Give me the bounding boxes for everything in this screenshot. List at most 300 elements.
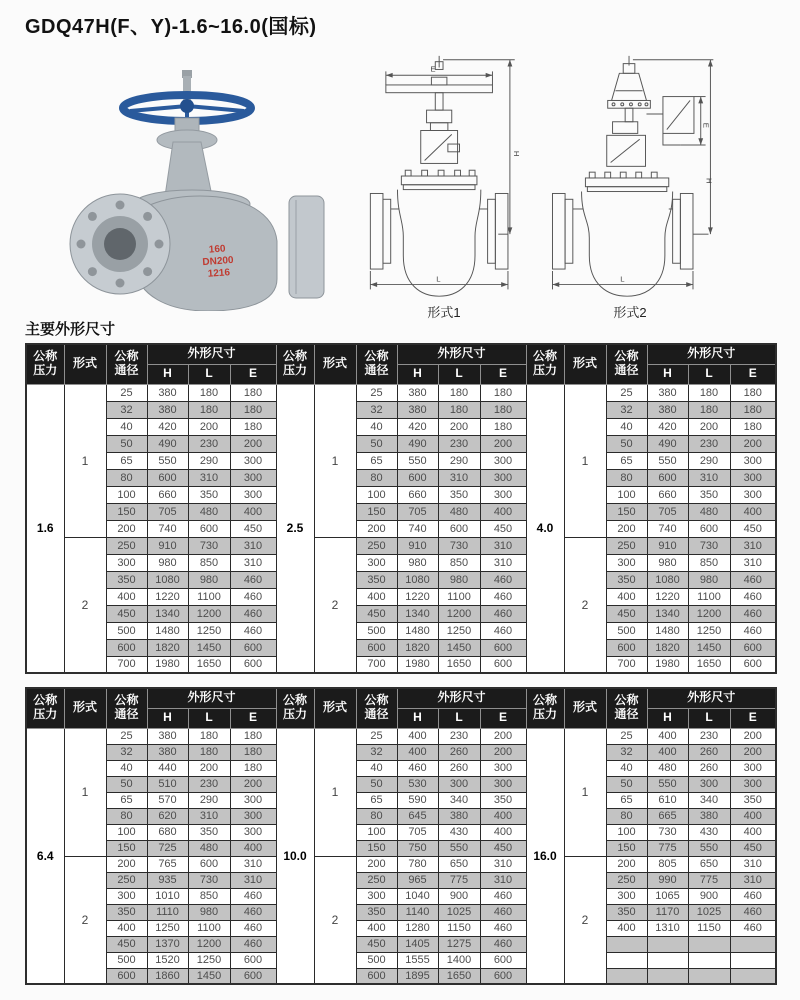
dim-value-cell: 400 [647, 728, 688, 744]
dim-value-cell: 1025 [688, 904, 730, 920]
form1-dim-h [443, 60, 521, 234]
dim-value-cell: 180 [230, 760, 276, 776]
diameter-value-cell: 40 [106, 760, 147, 776]
dim-value-cell: 180 [230, 384, 276, 401]
form-column-header: 形式 [314, 688, 356, 728]
dim-e-header: E [730, 708, 776, 728]
dimensions-table [25, 687, 777, 985]
dim-value-cell: 350 [480, 792, 526, 808]
dim-value-cell: 310 [230, 554, 276, 571]
diameter-value-cell: 250 [606, 872, 647, 888]
dim-value-cell: 1080 [647, 571, 688, 588]
diameter-value-cell: 150 [106, 840, 147, 856]
dim-value-cell: 400 [397, 744, 438, 760]
dim-value-cell: 1340 [147, 605, 188, 622]
diameter-value-cell: 250 [356, 537, 397, 554]
dim-value-cell: 1820 [147, 639, 188, 656]
dim-value-cell: 1140 [397, 904, 438, 920]
table-row [26, 622, 776, 639]
dim-value-cell: 1250 [438, 622, 480, 639]
dim-value-cell: 460 [230, 588, 276, 605]
diameter-value-cell: 350 [606, 904, 647, 920]
diameter-value-cell: 300 [106, 888, 147, 904]
dim-value-cell [647, 952, 688, 968]
dim-value-cell: 180 [230, 418, 276, 435]
dim-value-cell [688, 952, 730, 968]
dim-value-cell: 350 [688, 486, 730, 503]
diameter-value-cell: 600 [106, 639, 147, 656]
dim-value-cell: 310 [480, 856, 526, 872]
table-row [26, 537, 776, 554]
diameter-value-cell: 50 [356, 435, 397, 452]
dim-value-cell: 300 [730, 486, 776, 503]
diameter-value-cell: 300 [606, 888, 647, 904]
table-row [26, 384, 776, 401]
photo-right-flange [289, 196, 324, 298]
dim-value-cell: 965 [397, 872, 438, 888]
dim-value-cell: 660 [397, 486, 438, 503]
diameter-value-cell: 350 [106, 904, 147, 920]
diameter-value-cell: 350 [606, 571, 647, 588]
dim-value-cell: 480 [438, 503, 480, 520]
diameter-value-cell: 700 [106, 656, 147, 673]
form2-dim-e-label: E [701, 122, 711, 128]
diameter-value-cell: 400 [606, 588, 647, 605]
diameter-value-cell: 150 [606, 503, 647, 520]
dim-value-cell: 400 [480, 808, 526, 824]
dim-value-cell: 600 [188, 520, 230, 537]
table-row [26, 554, 776, 571]
table-row [26, 503, 776, 520]
figure-row [0, 50, 800, 318]
diameter-value-cell: 65 [606, 452, 647, 469]
form-column-header: 形式 [64, 344, 106, 384]
dim-value-cell: 980 [688, 571, 730, 588]
drawing-form2-graphic [540, 52, 720, 302]
table-row [26, 888, 776, 904]
dim-value-cell: 200 [480, 435, 526, 452]
diameter-column-header: 公称 通径 [356, 688, 397, 728]
dim-value-cell: 180 [188, 384, 230, 401]
dim-value-cell: 310 [230, 856, 276, 872]
dim-value-cell: 450 [730, 840, 776, 856]
dim-value-cell: 420 [647, 418, 688, 435]
diameter-value-cell: 200 [606, 520, 647, 537]
pressure-value-cell: 4.0 [526, 384, 564, 673]
dim-value-cell: 1220 [397, 588, 438, 605]
dim-value-cell: 300 [230, 824, 276, 840]
dim-value-cell: 310 [730, 856, 776, 872]
dim-value-cell: 400 [730, 808, 776, 824]
dim-value-cell: 180 [188, 401, 230, 418]
diameter-value-cell: 700 [356, 656, 397, 673]
dim-value-cell: 460 [480, 588, 526, 605]
pressure-value-cell: 10.0 [276, 728, 314, 984]
table-row [26, 808, 776, 824]
dim-value-cell: 775 [438, 872, 480, 888]
table-row [26, 469, 776, 486]
dim-value-cell: 180 [188, 744, 230, 760]
dim-value-cell: 460 [230, 904, 276, 920]
dim-value-cell: 600 [230, 656, 276, 673]
dim-value-cell: 290 [188, 792, 230, 808]
table-row [26, 872, 776, 888]
photo-left-flange [70, 194, 170, 294]
dim-value-cell: 310 [730, 537, 776, 554]
diameter-value-cell: 500 [106, 622, 147, 639]
dim-value-cell: 600 [397, 469, 438, 486]
diameter-column-header: 公称 通径 [606, 344, 647, 384]
dim-value-cell: 1650 [438, 968, 480, 984]
dim-value-cell: 460 [730, 888, 776, 904]
diameter-value-cell: 25 [106, 728, 147, 744]
dim-h-header: H [397, 708, 438, 728]
diameter-value-cell: 500 [606, 622, 647, 639]
table-row [26, 952, 776, 968]
diameter-value-cell: 500 [106, 952, 147, 968]
diameter-value-cell: 25 [356, 384, 397, 401]
photo-marking-1: 160 [208, 243, 226, 256]
dim-value-cell: 750 [397, 840, 438, 856]
drawing-form2 [540, 52, 720, 321]
dim-value-cell: 350 [188, 824, 230, 840]
dim-value-cell: 1860 [147, 968, 188, 984]
dim-value-cell: 310 [188, 469, 230, 486]
diameter-value-cell: 100 [106, 824, 147, 840]
dim-value-cell: 460 [730, 622, 776, 639]
dim-value-cell: 850 [188, 888, 230, 904]
form-value-cell: 2 [564, 537, 606, 673]
table-row [26, 571, 776, 588]
diameter-value-cell: 300 [356, 554, 397, 571]
table-row [26, 656, 776, 673]
dim-e-header: E [480, 364, 526, 384]
dim-value-cell: 180 [730, 401, 776, 418]
diameter-value-cell: 400 [356, 588, 397, 605]
dim-value-cell: 460 [730, 571, 776, 588]
diameter-value-cell: 450 [106, 936, 147, 952]
diameter-value-cell: 32 [606, 744, 647, 760]
dim-e-header: E [730, 364, 776, 384]
table-row [26, 418, 776, 435]
dim-value-cell: 1275 [438, 936, 480, 952]
drawing-form1 [360, 52, 528, 321]
dim-value-cell: 400 [230, 840, 276, 856]
dim-h-header: H [147, 708, 188, 728]
pressure-value-cell: 2.5 [276, 384, 314, 673]
pressure-column-header: 公称 压力 [526, 344, 564, 384]
dim-value-cell: 660 [647, 486, 688, 503]
dim-value-cell: 725 [147, 840, 188, 856]
dim-value-cell [647, 968, 688, 984]
form1-valve-outline [370, 56, 508, 296]
form-value-cell: 2 [314, 856, 356, 984]
outline-dims-header: 外形尺寸 [397, 688, 526, 708]
dim-value-cell: 480 [188, 840, 230, 856]
diameter-value-cell: 80 [106, 469, 147, 486]
outline-dims-header: 外形尺寸 [147, 344, 276, 364]
dim-value-cell: 1820 [647, 639, 688, 656]
dim-value-cell: 450 [730, 520, 776, 537]
dim-value-cell: 200 [188, 760, 230, 776]
diameter-value-cell: 65 [356, 792, 397, 808]
dimension-table-upper [25, 343, 777, 674]
dim-value-cell: 230 [188, 776, 230, 792]
diameter-value-cell: 700 [606, 656, 647, 673]
diameter-value-cell: 50 [106, 435, 147, 452]
dim-value-cell: 380 [147, 728, 188, 744]
dim-value-cell: 460 [230, 571, 276, 588]
dim-value-cell: 1650 [438, 656, 480, 673]
table-row [26, 744, 776, 760]
dim-value-cell: 290 [188, 452, 230, 469]
table-row [26, 792, 776, 808]
diameter-value-cell: 200 [356, 856, 397, 872]
dim-value-cell: 180 [480, 418, 526, 435]
dim-value-cell: 490 [647, 435, 688, 452]
dim-value-cell: 380 [397, 401, 438, 418]
form2-dim-l [552, 271, 693, 289]
diameter-value-cell: 200 [106, 856, 147, 872]
dim-l-header: L [188, 364, 230, 384]
dim-value-cell: 300 [480, 776, 526, 792]
table-row [26, 486, 776, 503]
diameter-value-cell: 500 [356, 622, 397, 639]
diameter-value-cell: 32 [356, 744, 397, 760]
dim-value-cell: 340 [688, 792, 730, 808]
diameter-value-cell: 80 [106, 808, 147, 824]
dim-value-cell: 1400 [438, 952, 480, 968]
dim-value-cell: 1150 [688, 920, 730, 936]
form1-dim-l-label: L [436, 274, 441, 284]
dim-value-cell: 180 [230, 744, 276, 760]
table-row [26, 760, 776, 776]
dim-value-cell: 200 [688, 418, 730, 435]
drawing-form1-label: 形式1 [427, 305, 461, 320]
dim-value-cell: 180 [730, 384, 776, 401]
dim-value-cell: 680 [147, 824, 188, 840]
dim-value-cell [730, 968, 776, 984]
dim-value-cell: 705 [147, 503, 188, 520]
dim-value-cell: 1450 [688, 639, 730, 656]
pressure-column-header: 公称 压力 [526, 688, 564, 728]
drawing-form1-graphic [360, 52, 528, 302]
diameter-value-cell: 600 [606, 639, 647, 656]
dim-value-cell: 1220 [647, 588, 688, 605]
dim-value-cell: 490 [397, 435, 438, 452]
diameter-value-cell: 100 [606, 824, 647, 840]
dim-value-cell: 1450 [438, 639, 480, 656]
diameter-value-cell: 150 [356, 503, 397, 520]
dim-value-cell: 460 [230, 605, 276, 622]
dim-value-cell: 1450 [188, 639, 230, 656]
dim-l-header: L [688, 708, 730, 728]
outline-dims-header: 外形尺寸 [147, 688, 276, 708]
dim-value-cell: 300 [730, 776, 776, 792]
dim-value-cell: 300 [230, 792, 276, 808]
diameter-value-cell: 25 [606, 728, 647, 744]
dim-value-cell: 230 [438, 728, 480, 744]
table-row [26, 776, 776, 792]
diameter-value-cell: 400 [106, 920, 147, 936]
dim-value-cell: 310 [730, 554, 776, 571]
diameter-value-cell: 100 [606, 486, 647, 503]
dim-value-cell: 200 [230, 776, 276, 792]
dim-e-header: E [230, 708, 276, 728]
dim-value-cell: 350 [438, 486, 480, 503]
dim-value-cell: 180 [688, 384, 730, 401]
dim-value-cell: 705 [397, 824, 438, 840]
form-value-cell: 1 [564, 728, 606, 856]
dim-value-cell: 730 [188, 872, 230, 888]
dim-value-cell: 180 [438, 401, 480, 418]
diameter-value-cell: 80 [356, 469, 397, 486]
diameter-value-cell: 450 [106, 605, 147, 622]
dim-value-cell: 490 [147, 435, 188, 452]
dim-value-cell: 665 [647, 808, 688, 824]
dim-value-cell: 310 [480, 537, 526, 554]
diameter-value-cell: 32 [606, 401, 647, 418]
dim-value-cell: 230 [438, 435, 480, 452]
dim-value-cell: 400 [647, 744, 688, 760]
dim-value-cell: 300 [230, 486, 276, 503]
dim-value-cell: 900 [438, 888, 480, 904]
form-column-header: 形式 [564, 688, 606, 728]
dim-value-cell: 650 [438, 856, 480, 872]
dim-value-cell: 460 [230, 622, 276, 639]
form-value-cell: 2 [314, 537, 356, 673]
dim-value-cell: 460 [480, 622, 526, 639]
dim-value-cell: 340 [438, 792, 480, 808]
diameter-value-cell: 400 [356, 920, 397, 936]
dim-value-cell: 300 [230, 469, 276, 486]
dim-value-cell: 380 [147, 384, 188, 401]
dim-value-cell: 620 [147, 808, 188, 824]
dim-value-cell: 850 [188, 554, 230, 571]
dim-value-cell: 910 [147, 537, 188, 554]
form-value-cell: 1 [314, 384, 356, 537]
dim-value-cell: 600 [480, 952, 526, 968]
diameter-value-cell: 65 [106, 452, 147, 469]
diameter-value-cell: 250 [356, 872, 397, 888]
dim-value-cell: 1980 [397, 656, 438, 673]
dim-value-cell: 200 [188, 418, 230, 435]
dim-value-cell: 310 [438, 469, 480, 486]
table-row [26, 904, 776, 920]
valve-photo [68, 56, 343, 311]
dim-value-cell: 1980 [147, 656, 188, 673]
form1-dim-l [370, 271, 508, 289]
dim-value-cell: 1405 [397, 936, 438, 952]
dim-value-cell: 980 [147, 554, 188, 571]
dim-value-cell: 310 [230, 537, 276, 554]
pressure-column-header: 公称 压力 [276, 344, 314, 384]
diameter-value-cell: 200 [106, 520, 147, 537]
dim-value-cell: 180 [688, 401, 730, 418]
dim-value-cell: 1200 [188, 605, 230, 622]
dim-value-cell: 645 [397, 808, 438, 824]
dim-value-cell: 1980 [647, 656, 688, 673]
dim-value-cell: 460 [730, 920, 776, 936]
dim-value-cell: 290 [438, 452, 480, 469]
dim-value-cell: 300 [480, 486, 526, 503]
dim-value-cell: 980 [188, 571, 230, 588]
form-value-cell: 2 [64, 537, 106, 673]
dim-value-cell: 610 [647, 792, 688, 808]
diameter-column-header: 公称 通径 [606, 688, 647, 728]
dim-value-cell: 1480 [647, 622, 688, 639]
dim-value-cell: 740 [397, 520, 438, 537]
dim-value-cell: 780 [397, 856, 438, 872]
diameter-value-cell: 80 [606, 808, 647, 824]
dim-value-cell: 1520 [147, 952, 188, 968]
dim-value-cell: 1340 [397, 605, 438, 622]
diameter-column-header: 公称 通径 [106, 688, 147, 728]
dim-value-cell: 850 [688, 554, 730, 571]
dim-value-cell: 600 [480, 656, 526, 673]
pressure-column-header: 公称 压力 [276, 688, 314, 728]
dim-value-cell: 1200 [438, 605, 480, 622]
table-row [26, 435, 776, 452]
pressure-column-header: 公称 压力 [26, 688, 64, 728]
outline-dims-header: 外形尺寸 [647, 688, 776, 708]
dim-value-cell: 460 [480, 904, 526, 920]
dim-value-cell: 180 [438, 384, 480, 401]
dim-value-cell: 850 [438, 554, 480, 571]
dim-value-cell: 310 [188, 808, 230, 824]
dim-value-cell: 1340 [647, 605, 688, 622]
dim-value-cell: 400 [397, 728, 438, 744]
dim-value-cell: 530 [397, 776, 438, 792]
table-row [26, 520, 776, 537]
form-value-cell: 1 [564, 384, 606, 537]
dim-value-cell: 450 [480, 520, 526, 537]
form-column-header: 形式 [64, 688, 106, 728]
dim-value-cell: 300 [480, 469, 526, 486]
dim-l-header: L [438, 708, 480, 728]
diameter-value-cell: 50 [356, 776, 397, 792]
diameter-value-cell: 300 [606, 554, 647, 571]
dim-value-cell: 600 [647, 469, 688, 486]
diameter-value-cell: 600 [106, 968, 147, 984]
dim-value-cell: 460 [397, 760, 438, 776]
diameter-value-cell: 250 [606, 537, 647, 554]
dim-value-cell: 460 [480, 888, 526, 904]
table-row [26, 401, 776, 418]
dim-value-cell: 1200 [688, 605, 730, 622]
dim-value-cell: 310 [480, 872, 526, 888]
form2-dim-h [633, 60, 714, 234]
dim-h-header: H [647, 364, 688, 384]
dim-value-cell: 180 [188, 728, 230, 744]
dim-value-cell: 350 [730, 792, 776, 808]
diameter-value-cell: 65 [356, 452, 397, 469]
dim-value-cell: 460 [480, 920, 526, 936]
dim-value-cell [647, 936, 688, 952]
dim-value-cell: 300 [730, 469, 776, 486]
dim-value-cell: 805 [647, 856, 688, 872]
dim-value-cell: 600 [730, 639, 776, 656]
dim-value-cell: 550 [438, 840, 480, 856]
form-value-cell: 2 [564, 856, 606, 984]
diameter-value-cell: 300 [356, 888, 397, 904]
dim-value-cell: 1010 [147, 888, 188, 904]
dim-value-cell: 1820 [397, 639, 438, 656]
dim-value-cell: 380 [438, 808, 480, 824]
dim-value-cell: 380 [688, 808, 730, 824]
drawing-form2-label: 形式2 [613, 305, 647, 320]
dim-value-cell: 180 [230, 401, 276, 418]
